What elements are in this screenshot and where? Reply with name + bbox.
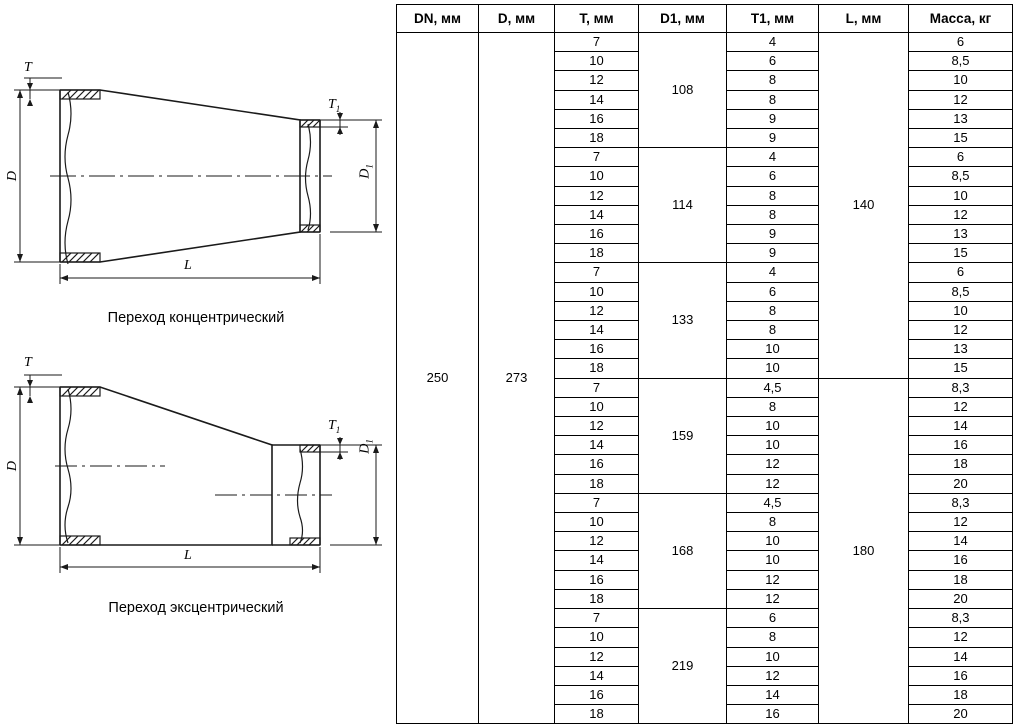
cell-t: 10 (555, 282, 639, 301)
table-header-row (397, 5, 1013, 33)
cell-mass: 6 (909, 33, 1013, 52)
eccentric-reducer-drawing (0, 345, 392, 625)
cell-t: 7 (555, 33, 639, 52)
cell-mass: 12 (909, 628, 1013, 647)
cell-t1: 16 (727, 705, 819, 724)
cell-mass: 14 (909, 417, 1013, 436)
cell-t: 14 (555, 321, 639, 340)
cell-t1: 4 (727, 148, 819, 167)
cell-t: 14 (555, 205, 639, 224)
cell-t1: 8 (727, 90, 819, 109)
cell-mass: 6 (909, 148, 1013, 167)
dim-label-L-eccentric: L (184, 548, 192, 563)
cell-t1: 12 (727, 474, 819, 493)
column-header-d: D, мм (479, 5, 555, 33)
cell-d: 273 (479, 33, 555, 724)
dim-label-D-concentric: D (5, 170, 20, 182)
cell-mass: 15 (909, 129, 1013, 148)
cell-t1: 6 (727, 609, 819, 628)
cell-t: 14 (555, 551, 639, 570)
column-header-t1: T1, мм (727, 5, 819, 33)
cell-t1: 12 (727, 666, 819, 685)
cell-t: 16 (555, 685, 639, 704)
cell-mass: 8,3 (909, 609, 1013, 628)
cell-mass: 12 (909, 397, 1013, 416)
cell-t: 16 (555, 340, 639, 359)
cell-t: 14 (555, 666, 639, 685)
cell-t: 10 (555, 513, 639, 532)
cell-mass: 16 (909, 436, 1013, 455)
dim-label-D1-eccentric: $D_1$ (357, 439, 375, 454)
cell-t1: 10 (727, 340, 819, 359)
cell-mass: 15 (909, 359, 1013, 378)
cell-mass: 16 (909, 666, 1013, 685)
cell-mass: 8,5 (909, 52, 1013, 71)
cell-t: 7 (555, 378, 639, 397)
cell-t: 18 (555, 474, 639, 493)
cell-t: 14 (555, 90, 639, 109)
dim-label-D1-concentric: $D_1$ (357, 164, 375, 179)
specification-table (396, 4, 1013, 724)
cell-t: 7 (555, 609, 639, 628)
cell-t1: 9 (727, 129, 819, 148)
cell-t: 7 (555, 148, 639, 167)
cell-mass: 13 (909, 225, 1013, 244)
cell-d1: 219 (639, 609, 727, 724)
cell-t: 12 (555, 71, 639, 90)
concentric-reducer-drawing (0, 0, 392, 300)
column-header-mass: Масса, кг (909, 5, 1013, 33)
cell-t1: 9 (727, 244, 819, 263)
cell-t1: 4,5 (727, 378, 819, 397)
concentric-figure-caption: Переход концентрический (107, 310, 285, 326)
cell-t1: 14 (727, 685, 819, 704)
cell-t1: 6 (727, 282, 819, 301)
cell-mass: 14 (909, 532, 1013, 551)
cell-t: 7 (555, 493, 639, 512)
dim-label-T1-concentric: $T_1$ (328, 97, 341, 114)
cell-mass: 18 (909, 570, 1013, 589)
cell-t1: 12 (727, 570, 819, 589)
cell-mass: 15 (909, 244, 1013, 263)
cell-l: 180 (819, 378, 909, 724)
cell-mass: 20 (909, 589, 1013, 608)
cell-t1: 10 (727, 417, 819, 436)
cell-t: 10 (555, 52, 639, 71)
cell-t: 12 (555, 417, 639, 436)
cell-t1: 10 (727, 359, 819, 378)
cell-mass: 12 (909, 205, 1013, 224)
cell-t: 10 (555, 167, 639, 186)
dim-label-D-eccentric: D (5, 460, 20, 472)
cell-t: 7 (555, 263, 639, 282)
cell-t: 16 (555, 570, 639, 589)
cell-t: 12 (555, 647, 639, 666)
cell-t1: 9 (727, 225, 819, 244)
cell-t1: 4 (727, 33, 819, 52)
cell-t: 18 (555, 705, 639, 724)
cell-mass: 8,3 (909, 378, 1013, 397)
cell-t1: 8 (727, 71, 819, 90)
cell-t: 16 (555, 109, 639, 128)
cell-t: 14 (555, 436, 639, 455)
cell-mass: 8,3 (909, 493, 1013, 512)
cell-t1: 10 (727, 532, 819, 551)
cell-t: 10 (555, 397, 639, 416)
cell-t1: 8 (727, 397, 819, 416)
cell-t1: 10 (727, 436, 819, 455)
column-header-d1: D1, мм (639, 5, 727, 33)
cell-t1: 6 (727, 52, 819, 71)
cell-t1: 8 (727, 513, 819, 532)
cell-t: 16 (555, 225, 639, 244)
cell-t1: 8 (727, 628, 819, 647)
column-header-l: L, мм (819, 5, 909, 33)
drawings-panel (0, 0, 392, 701)
cell-t1: 4,5 (727, 493, 819, 512)
cell-mass: 8,5 (909, 282, 1013, 301)
cell-mass: 6 (909, 263, 1013, 282)
table-body (397, 33, 1013, 724)
cell-d1: 133 (639, 263, 727, 378)
cell-t1: 8 (727, 205, 819, 224)
cell-t1: 6 (727, 167, 819, 186)
cell-t1: 8 (727, 321, 819, 340)
cell-t: 16 (555, 455, 639, 474)
cell-mass: 12 (909, 513, 1013, 532)
cell-t1: 9 (727, 109, 819, 128)
cell-mass: 20 (909, 705, 1013, 724)
cell-mass: 13 (909, 109, 1013, 128)
cell-t1: 12 (727, 455, 819, 474)
cell-t: 12 (555, 186, 639, 205)
cell-t1: 12 (727, 589, 819, 608)
dim-label-T1-eccentric: $T_1$ (328, 418, 341, 435)
eccentric-figure-caption: Переход эксцентрический (108, 600, 284, 616)
cell-l: 140 (819, 33, 909, 379)
specification-table-wrapper (396, 4, 1012, 722)
cell-t1: 8 (727, 186, 819, 205)
cell-mass: 20 (909, 474, 1013, 493)
cell-t: 12 (555, 301, 639, 320)
cell-mass: 13 (909, 340, 1013, 359)
cell-dn: 250 (397, 33, 479, 724)
cell-mass: 14 (909, 647, 1013, 666)
column-header-dn: DN, мм (397, 5, 479, 33)
cell-d1: 114 (639, 148, 727, 263)
cell-mass: 12 (909, 90, 1013, 109)
cell-mass: 10 (909, 71, 1013, 90)
cell-t1: 8 (727, 301, 819, 320)
dim-label-T-concentric: T (24, 60, 32, 75)
dim-label-T-eccentric: T (24, 355, 32, 370)
cell-mass: 12 (909, 321, 1013, 340)
cell-t1: 10 (727, 647, 819, 666)
cell-d1: 108 (639, 33, 727, 148)
cell-t: 18 (555, 359, 639, 378)
cell-t1: 4 (727, 263, 819, 282)
cell-mass: 18 (909, 455, 1013, 474)
cell-mass: 16 (909, 551, 1013, 570)
cell-t: 12 (555, 532, 639, 551)
column-header-t: T, мм (555, 5, 639, 33)
cell-d1: 168 (639, 493, 727, 608)
cell-t: 18 (555, 589, 639, 608)
cell-mass: 18 (909, 685, 1013, 704)
cell-mass: 8,5 (909, 167, 1013, 186)
cell-mass: 10 (909, 186, 1013, 205)
cell-d1: 159 (639, 378, 727, 493)
cell-t1: 10 (727, 551, 819, 570)
cell-mass: 10 (909, 301, 1013, 320)
dim-label-L-concentric: L (184, 258, 192, 273)
cell-t: 18 (555, 244, 639, 263)
table-row (397, 33, 1013, 52)
cell-t: 10 (555, 628, 639, 647)
cell-t: 18 (555, 129, 639, 148)
